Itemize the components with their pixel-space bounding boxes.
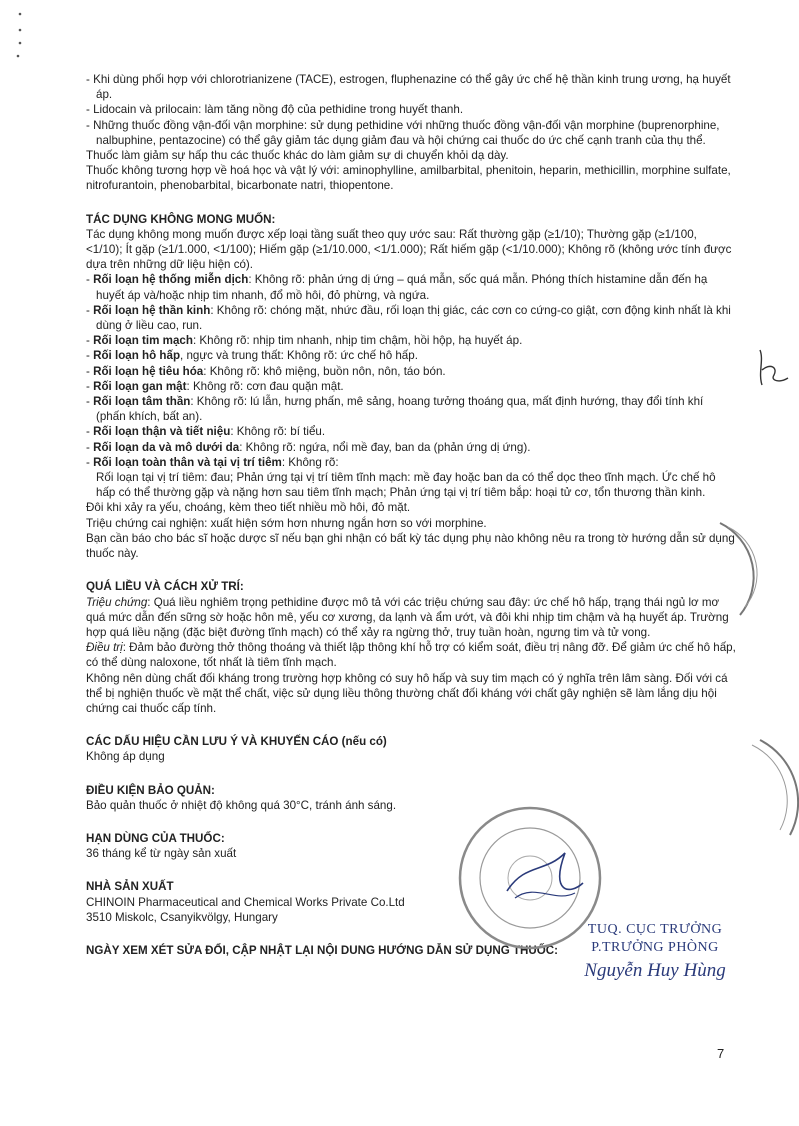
section-heading-storage: ĐIỀU KIỆN BẢO QUẢN: (86, 783, 215, 797)
adverse-item: - Rối loạn hệ thống miễn dịch: Không rõ: phản ứng dị ứng – quá mẫn, sốc quá mẫn. Phóng thích histamine dẫn đến hạ huyết áp và/hoặc nhịp tim nhanh, đổ mồ hôi, đỏ phừng, và ngứa. (86, 273, 708, 302)
adverse-item-label: Rối loạn hệ thống miễn dịch (93, 273, 249, 287)
adverse-item-text: : Không rõ: cơn đau quặn mật. (186, 379, 344, 393)
initial-mark (748, 345, 793, 395)
signature-block (575, 922, 735, 982)
signature-name: Nguyễn Huy Hùng (584, 960, 726, 981)
manufacturer-address: 3510 Miskolc, Csanyikvölgy, Hungary (86, 910, 278, 924)
adverse-item-label: Rối loạn toàn thân và tại vị trí tiêm (93, 455, 282, 469)
adverse-item-label: Rối loạn gan mật (93, 379, 187, 393)
treatment-label: Điều trị (86, 641, 123, 655)
storage-text: Bảo quản thuốc ở nhiệt độ không quá 30°C, tránh ánh sáng. (86, 798, 397, 812)
manufacturer-name: CHINOIN Pharmaceutical and Chemical Works Private Co.Ltd (86, 895, 405, 909)
section-heading-manufacturer: NHÀ SẢN XUẤT (86, 880, 174, 894)
overdose-symptoms (86, 595, 736, 641)
adverse-item: - Rối loạn da và mô dưới da: Không rõ: ngứa, nổi mề đay, ban da (phản ứng dị ứng). (86, 440, 531, 454)
treatment-text: : Đảm bảo đường thở thông thoáng và thiết lập thông khí hỗ trợ có kiểm soát, điều trị nâng đỡ. Để giảm ức chế hô hấp, có thể dùng naloxone, tốt nhất là tiêm tĩnh mạch. (86, 641, 736, 670)
adverse-item-text: : Không rõ: bí tiểu. (230, 425, 326, 439)
interaction-item: - Lidocain và prilocain: làm tăng nồng độ của pethidine trong huyết thanh. (86, 103, 464, 117)
adverse-extra: Bạn cần báo cho bác sĩ hoặc dược sĩ nếu bạn ghi nhận có bất kỳ tác dụng phụ nào không nêu ra trong tờ hướng dẫn sử dụng thuốc này. (86, 531, 735, 561)
document-body (86, 72, 736, 958)
adverse-item: - Rối loạn gan mật: Không rõ: cơn đau quặn mật. (86, 379, 344, 393)
adverse-item-text: : Không rõ: nhịp tim nhanh, nhịp tim chậm, hồi hộp, hạ huyết áp. (192, 334, 523, 348)
adverse-item: - Rối loạn hô hấp, ngực và trung thất: Không rõ: ức chế hô hấp. (86, 349, 418, 363)
warnings-text: Không áp dụng (86, 750, 165, 764)
overdose-treatment (86, 640, 736, 670)
adverse-item-text: : Không rõ: (281, 455, 339, 469)
adverse-item: - Rối loạn toàn thân và tại vị trí tiêm: Không rõ: (86, 455, 339, 469)
interaction-item: - Những thuốc đồng vận-đối vận morphine: sử dụng pethidine với những thuốc đồng vận-đối vận morphine (buprenorphine, nalbuphine, pentazocine) có thể gây giảm tác dụng giảm đau và hội chứng cai thuốc do ức chế cạnh tranh của thụ thể. (86, 118, 720, 147)
interaction-item: - Khi dùng phối hợp với chlorotrianizene (TACE), estrogen, fluphenazine có thể gây ức chế hệ thần kinh trung ương, hạ huyết áp. (86, 73, 731, 102)
adverse-item-text: : Không rõ: ngứa, nổi mề đay, ban da (phản ứng dị ứng). (239, 440, 531, 454)
adverse-extra: Đôi khi xảy ra yếu, choáng, kèm theo tiết nhiều mồ hôi, đỏ mặt. (86, 501, 411, 515)
section-heading-adverse: TÁC DỤNG KHÔNG MONG MUỐN: (86, 212, 276, 226)
site-reactions: Rối loạn tại vị trí tiêm: đau; Phản ứng tại vị trí tiêm tĩnh mạch: mề đay hoặc ban da có thể dọc theo tĩnh mạch. Ức chế hô hấp có thể thường gặp và nặng hơn sau tiêm tĩnh mạch; Phản ứng tại vị trí tiêm bắp: hoại tử cơ, tổn thương thần kinh. (96, 471, 716, 500)
adverse-intro: Tác dụng không mong muốn được xếp loại tầng suất theo quy ước sau: Rất thường gặp (≥1/10); Thường gặp (≥1/100, <1/10); Ít gặp (≥1/1.000, <1/100); Hiếm gặp (≥1/10.000, <1/1.000); Rất hiếm gặp (<1/10.000); Không rõ (không ước tính được dựa trên những dữ liệu hiện có). (86, 227, 732, 272)
margin-marks (8, 8, 38, 118)
adverse-item-label: Rối loạn tim mạch (93, 334, 193, 348)
adverse-item-label: Rối loạn tâm thần (93, 395, 191, 409)
partial-stamp-right-2 (730, 735, 799, 845)
adverse-item: - Rối loạn thận và tiết niệu: Không rõ: bí tiểu. (86, 425, 326, 439)
page-number: 7 (717, 1046, 725, 1061)
signature-subtitle: P.TRƯỞNG PHÒNG (591, 940, 719, 955)
symptoms-label: Triệu chứng (86, 595, 148, 609)
section-heading-revision: NGÀY XEM XÉT SỬA ĐỔI, CẬP NHẬT LẠI NỘI DUNG HƯỚNG DẪN SỬ DỤNG THUỐC: (86, 943, 559, 957)
signature-title: TUQ. CỤC TRƯỞNG (587, 922, 723, 937)
adverse-item-label: Rối loạn hô hấp (93, 349, 181, 363)
adverse-list (86, 272, 736, 470)
adverse-item-text: : Không rõ: khô miệng, buồn nôn, nôn, táo bón. (203, 364, 446, 378)
adverse-item-text: : Không rõ: phản ứng dị ứng – quá mẫn, sốc quá mẫn. Phóng thích histamine dẫn đến hạ huyết áp và/hoặc nhịp tim nhanh, đổ mồ hôi, đỏ phừng, và ngứa. (96, 273, 708, 302)
adverse-item: - Rối loạn hệ thần kinh: Không rõ: chóng mặt, nhức đầu, rối loạn thị giác, các cơn co cứng-co giật, cơn động kinh nhất là khi dùng ở liều cao, run. (86, 303, 731, 333)
adverse-item-label: Rối loạn thận và tiết niệu (93, 425, 231, 439)
adverse-item-label: Rối loạn hệ thần kinh (93, 303, 211, 317)
adverse-item: - Rối loạn hệ tiêu hóa: Không rõ: khô miệng, buồn nôn, nôn, táo bón. (86, 364, 446, 378)
section-heading-warnings: CÁC DẤU HIỆU CẦN LƯU Ý VÀ KHUYẾN CÁO (nếu có) (86, 735, 387, 749)
overdose-note: Không nên dùng chất đối kháng trong trường hợp không có suy hô hấp và suy tim mạch có ý nghĩa trên lâm sàng. Đối với cá thể bị nghiện thuốc về mặt thể chất, việc sử dụng liều thông thường chất đối kháng với chất gây nghiện sẽ làm lắng dịu hội chứng cai thuốc cấp tính. (86, 671, 728, 715)
section-heading-shelf-life: HẠN DÙNG CỦA THUỐC: (86, 831, 225, 845)
interaction-paragraph: Thuốc làm giảm sự hấp thu các thuốc khác do làm giảm sự di chuyển khỏi dạ dày. (86, 149, 509, 163)
adverse-item-label: Rối loạn hệ tiêu hóa (93, 364, 204, 378)
shelf-life-text: 36 tháng kể từ ngày sản xuất (86, 847, 237, 861)
adverse-item-text: , ngực và trung thất: Không rõ: ức chế hô hấp. (180, 349, 418, 363)
adverse-item-text: : Không rõ: lú lẫn, hưng phấn, mê sảng, hoang tưởng thoáng qua, mất định hướng, thay đổi tính khí (phấn khích, bất an). (96, 395, 704, 424)
interaction-paragraph: Thuốc không tương hợp về hoá học và vật lý với: aminophylline, amilbarbital, phenitoin, heparin, methicillin, morphine sulfate, nitrofurantoin, phenobarbital, bicarbonate natri, thiopentone. (86, 164, 731, 193)
adverse-extra: Triệu chứng cai nghiện: xuất hiện sớm hơn nhưng ngắn hơn so với morphine. (86, 516, 487, 530)
adverse-item: - Rối loạn tim mạch: Không rõ: nhịp tim nhanh, nhịp tim chậm, hồi hộp, hạ huyết áp. (86, 334, 523, 348)
adverse-item-text: : Không rõ: chóng mặt, nhức đầu, rối loạn thị giác, các cơn co cứng-co giật, cơn động kinh nhất là khi dùng ở liều cao, run. (96, 303, 731, 333)
section-heading-overdose: QUÁ LIỀU VÀ CÁCH XỬ TRÍ: (86, 580, 244, 594)
adverse-item-label: Rối loạn da và mô dưới da (93, 440, 240, 454)
symptoms-text: : Quá liều nghiêm trọng pethidine được mô tả với các triệu chứng sau đây: ức chế hô hấp, trạng thái ngủ lơ mơ quá mức dẫn đến sững sờ hoặc hôn mê, yếu cơ xương, da lạnh và ẩm ướt, và đôi khi nhịp tim chậm và hạ huyết áp. Trường hợp quá liều nặng (đặc biệt đường tĩnh mạch) có thể xảy ra ngừng thở, truy tuần hoàn, ngưng tim và tử vong. (86, 595, 729, 639)
adverse-item: - Rối loạn tâm thần: Không rõ: lú lẫn, hưng phấn, mê sảng, hoang tưởng thoáng qua, mất định hướng, thay đổi tính khí (phấn khích, bất an). (86, 395, 704, 424)
